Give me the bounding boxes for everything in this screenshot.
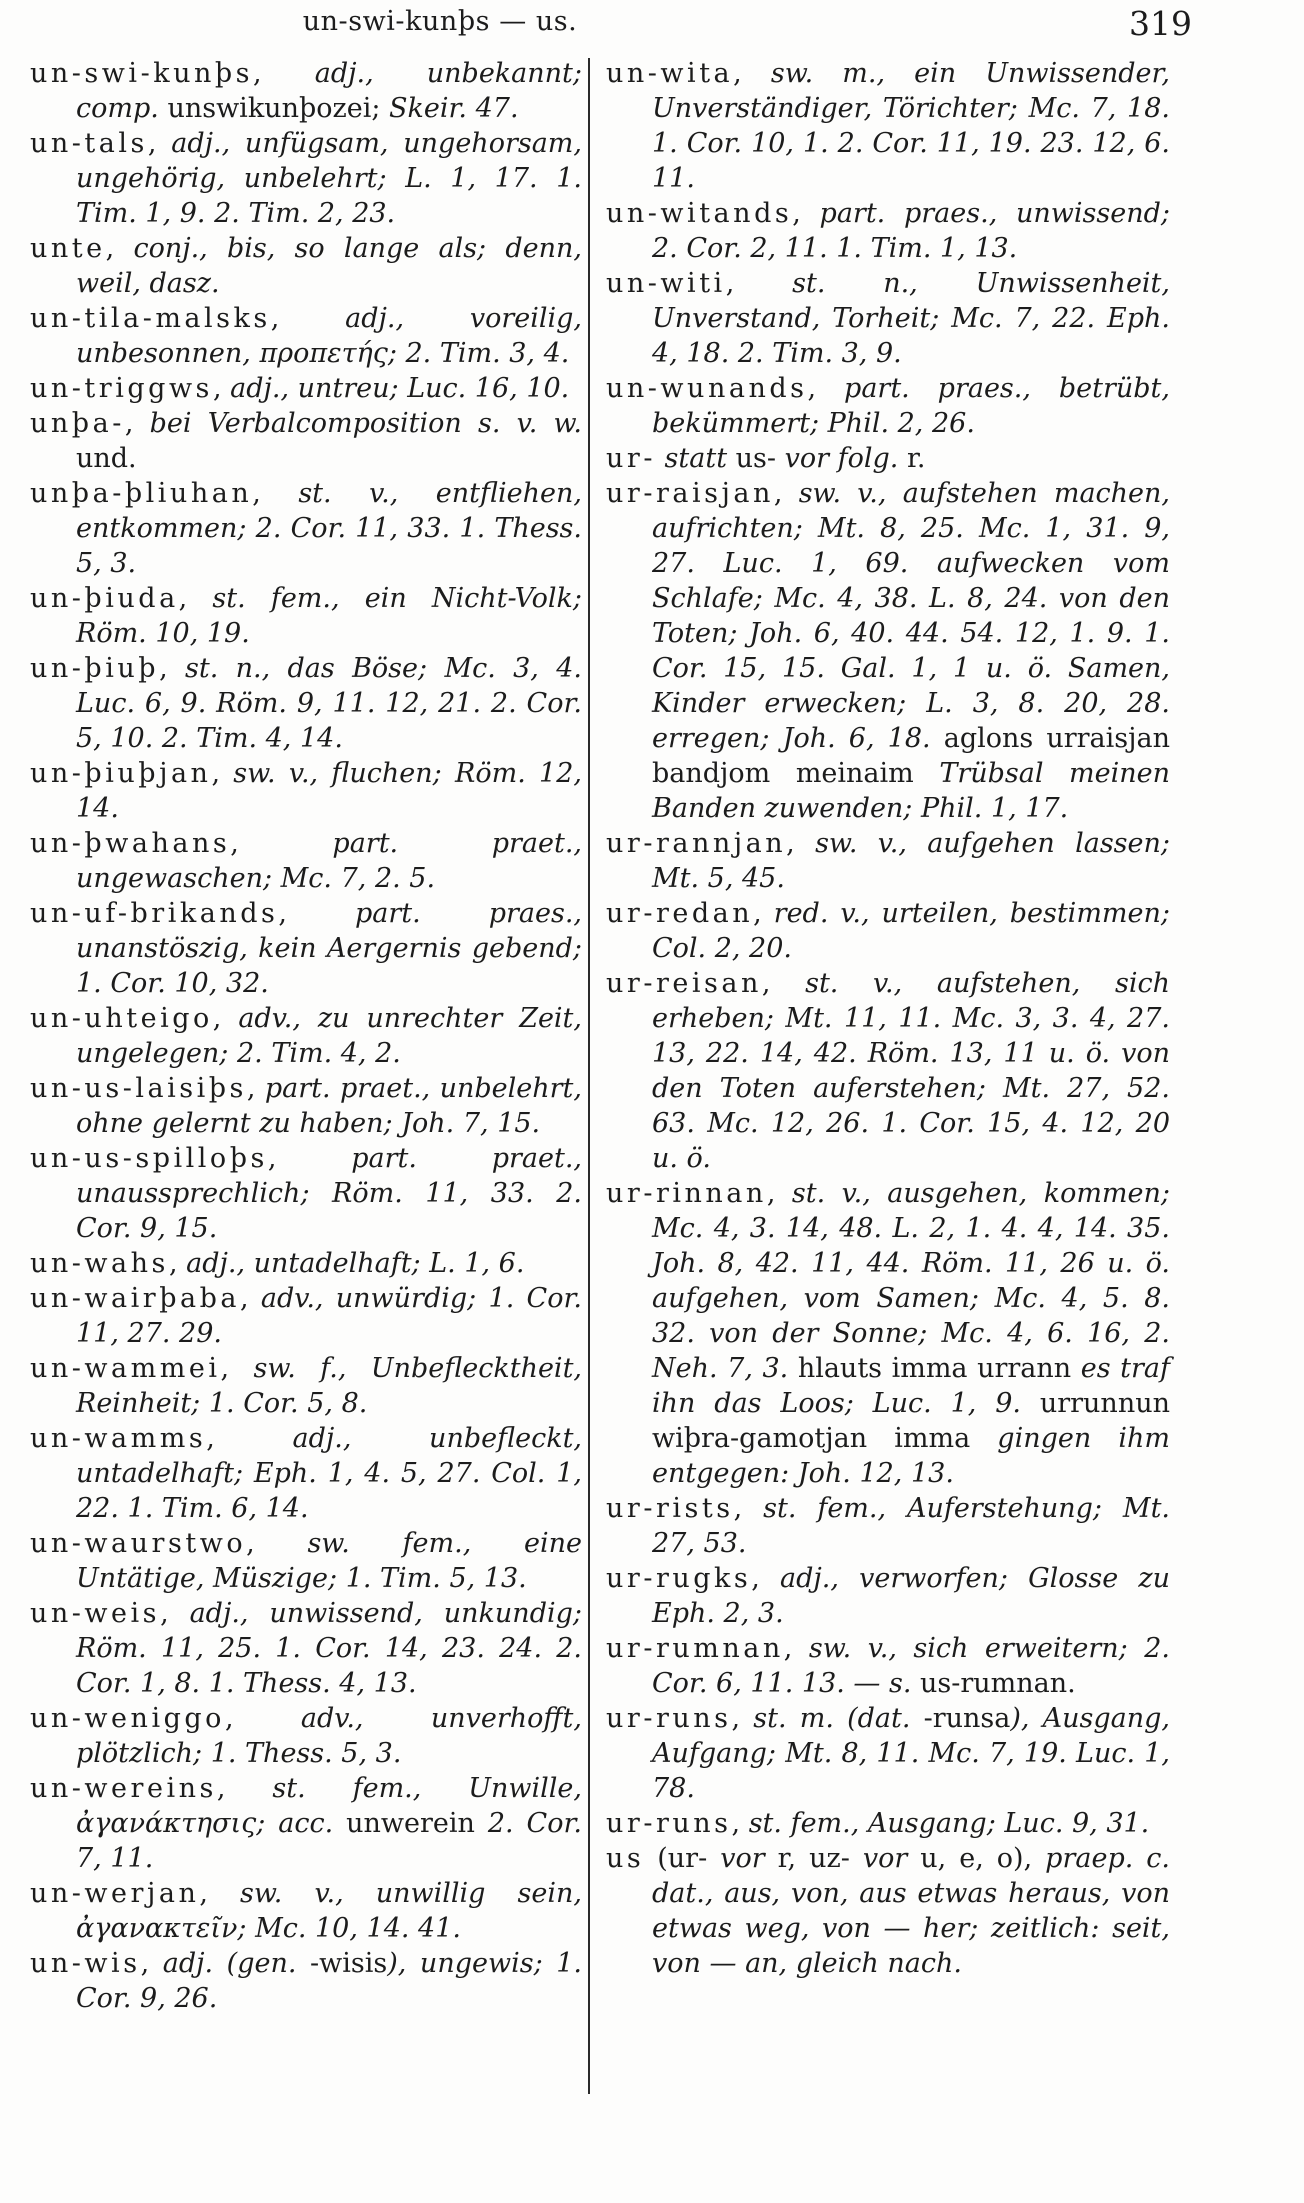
entry-headword: ur-rumnan	[606, 1633, 784, 1664]
entry-text-segment: ,	[246, 1528, 308, 1559]
dictionary-entry	[606, 1631, 1170, 1701]
entry-text-segment: ,	[159, 653, 185, 684]
entry-text-segment: adv., zu unrechter Zeit, ungelegen; 2. Tim. 4, 2.	[76, 1003, 582, 1069]
entry-text-segment: ,	[230, 828, 333, 859]
dictionary-entry	[30, 1526, 582, 1596]
entry-text-segment: -wisis	[310, 1948, 388, 1979]
dictionary-entry	[30, 1281, 582, 1351]
dictionary-entry	[30, 371, 582, 406]
entry-text-segment: ,	[124, 408, 150, 439]
entry-text-segment: st. fem., Auferstehung; Mt. 27, 53.	[652, 1493, 1170, 1559]
dictionary-entry	[30, 1771, 582, 1876]
entry-text-segment: ,	[212, 1003, 239, 1034]
entry-headword: ur-redan	[606, 898, 754, 929]
entry-headword: unþa-	[30, 408, 125, 439]
entry-text-segment: adv., unwürdig; 1. Cor. 11, 27. 29.	[76, 1283, 582, 1349]
entry-text-segment: ,	[773, 478, 799, 509]
entry-headword: un-wis	[30, 1948, 141, 1979]
entry-text-segment: statt	[664, 443, 736, 474]
entry-text-segment: adj., verworfen; Glosse zu Eph. 2, 3.	[652, 1563, 1170, 1629]
dictionary-entry	[30, 896, 582, 1001]
entry-text-segment: (ur-	[644, 1843, 721, 1874]
entry-text-segment: ,	[807, 373, 845, 404]
entry-headword: un-us-spilloþs	[30, 1143, 268, 1174]
entry-text-segment: vor	[720, 1843, 765, 1874]
dictionary-entry	[606, 966, 1170, 1176]
entry-headword: unte	[30, 233, 106, 264]
entry-headword: un-þiuþ	[30, 653, 160, 684]
dictionary-entry	[30, 406, 582, 476]
entry-headword: un-werjan	[30, 1878, 200, 1909]
entry-text-segment: praep. c. dat., aus, von, aus etwas heraus, von etwas weg, von — her; zeitlich: seit, von — an, gleich nach.	[652, 1843, 1171, 1979]
entry-text-segment: sw. m., ein Unwissender, Unverständiger, Törichter; Mc. 7, 18. 1. Cor. 10, 1. 2. Cor. 11, 19. 23. 12, 6. 11.	[652, 58, 1171, 194]
page-number: 319	[1129, 4, 1192, 43]
entry-headword: un-witands	[606, 198, 793, 229]
dictionary-entry	[606, 441, 1170, 476]
entry-text-segment: ,	[105, 233, 134, 264]
dictionary-entry	[606, 826, 1170, 896]
dictionary-entry	[30, 1876, 582, 1946]
entry-headword: un-uf-brikands	[30, 898, 279, 929]
entry-text-segment: ,	[278, 898, 355, 929]
dictionary-entry	[30, 756, 582, 826]
entry-text-segment: ,	[766, 1178, 792, 1209]
entry-text-segment: urrunnun wiþra-gamotjan imma	[652, 1388, 1170, 1454]
entry-text-segment: ,	[761, 968, 806, 999]
entry-text-segment: sw. v., aufstehen machen, aufrichten; Mt. 8, 25. Mc. 1, 31. 9, 27. Luc. 1, 69. aufwecken vom Schlafe; Mc. 4, 38. L. 8, 24. von den Toten; Joh. 6, 40. 44. 54. 12, 1. 9. 1. Cor. 15, 15. Gal. 1, 1 u. ö. Samen, Kinder erwecken; L. 3, 8. 20, 28. erregen; Joh. 6, 18.	[652, 478, 1170, 754]
entry-text-segment: ,	[211, 758, 234, 789]
entry-headword: ur-runs	[606, 1808, 732, 1839]
entry-text-segment: ,	[252, 478, 299, 509]
dictionary-entry	[30, 56, 582, 126]
entry-headword: us	[606, 1843, 645, 1874]
entry-text-segment: sw. v., sich erweitern; 2. Cor. 6, 11. 13. — s.	[652, 1633, 1170, 1699]
dictionary-entry	[606, 56, 1170, 196]
dictionary-entry	[606, 476, 1170, 826]
entry-text-segment: Trübsal meinen Banden zuwenden; Phil. 1, 17.	[652, 758, 1171, 824]
entry-headword: un-swi-kunþs	[30, 58, 254, 89]
entry-headword: un-waurstwo	[30, 1528, 247, 1559]
entry-text-segment: sw. v., fluchen; Röm. 12, 14.	[76, 758, 582, 824]
entry-text-segment: ,	[267, 1143, 352, 1174]
entry-text-segment: adj., unbefleckt, untadelhaft; Eph. 1, 4. 5, 27. Col. 1, 22. 1. Tim. 6, 14.	[76, 1423, 582, 1524]
entry-text-segment: unswikunþozei;	[167, 93, 390, 124]
entry-text-segment: part. praes., betrübt, bekümmert; Phil. 2, 26.	[652, 373, 1170, 439]
dictionary-entry	[30, 1596, 582, 1701]
entry-text-segment: προπετής	[259, 338, 388, 369]
dictionary-entry	[606, 1176, 1170, 1491]
dictionary-entry	[30, 231, 582, 301]
entry-text-segment: conj., bis, so lange als; denn, weil, dasz.	[76, 233, 582, 299]
dictionary-entry	[30, 1246, 582, 1281]
column-divider-rule	[588, 58, 590, 2094]
dictionary-entry	[606, 1841, 1170, 1981]
entry-text-segment: ; Mc. 10, 14. 41.	[237, 1913, 461, 1944]
entry-headword: un-triggws	[30, 373, 213, 404]
entry-text-segment: adj. (gen.	[162, 1948, 311, 1979]
dictionary-entry	[30, 1351, 582, 1421]
entry-text-segment: ,	[253, 58, 315, 89]
entry-headword: un-wamms	[30, 1423, 207, 1454]
entry-headword: un-wairþaba	[30, 1283, 241, 1314]
entry-text-segment: ,	[733, 58, 771, 89]
entry-headword: un-wammei	[30, 1353, 221, 1384]
entry-text-segment: ; acc.	[256, 1808, 347, 1839]
entry-text-segment: u, e, o),	[907, 1843, 1046, 1874]
entry-text-segment: ,	[147, 128, 172, 159]
entry-text-segment: st. v., entfliehen, entkommen; 2. Cor. 11, 33. 1. Thess. 5, 3.	[76, 478, 582, 579]
dictionary-entry	[606, 1701, 1170, 1806]
entry-headword: un-þiuþjan	[30, 758, 212, 789]
entry-text-segment: aglons urraisjan bandjom meinaim	[652, 723, 1170, 789]
entry-headword: un-wunands	[606, 373, 808, 404]
dictionary-entry	[606, 1806, 1170, 1841]
entry-headword: unþa-þliuhan	[30, 478, 253, 509]
entry-text-segment: adj., unbekannt; comp.	[76, 58, 582, 124]
entry-text-segment: part. praet., unaussprechlich; Röm. 11, 33. 2. Cor. 9, 15.	[76, 1143, 582, 1244]
entry-text-segment: ,	[140, 1948, 163, 1979]
entry-text-segment: ,	[792, 198, 820, 229]
entry-text-segment: bei Verbalcomposition s. v. w.	[149, 408, 582, 439]
entry-headword: un-tila-malsks	[30, 303, 271, 334]
dictionary-entry	[30, 1946, 582, 2016]
entry-text-segment: st. fem., ein Nicht-Volk; Röm. 10, 19.	[76, 583, 582, 649]
entry-headword: un-witi	[606, 268, 726, 299]
dictionary-entry	[30, 581, 582, 651]
entry-headword: un-þwahans	[30, 828, 231, 859]
dictionary-entry	[30, 1701, 582, 1771]
entry-headword: un-tals	[30, 128, 148, 159]
entry-headword: ur-	[606, 443, 656, 474]
entry-text-segment: ,	[751, 1563, 781, 1594]
dictionary-entry	[606, 1561, 1170, 1631]
entry-text-segment: adj., voreilig, unbesonnen,	[76, 303, 583, 369]
entry-text-segment: ἀγανακτεῖν	[76, 1913, 238, 1944]
entry-text-segment: ,	[733, 1493, 764, 1524]
entry-text-segment: ἀγανάκτησις	[76, 1808, 257, 1839]
dictionary-entry	[606, 896, 1170, 966]
entry-headword: ur-runs	[606, 1703, 732, 1734]
entry-text-segment: und.	[76, 443, 137, 474]
entry-text-segment: ,	[224, 1703, 301, 1734]
entry-text-segment: st. n., Unwissenheit, Unverstand, Torheit; Mc. 7, 22. Eph. 4, 18. 2. Tim. 3, 9.	[652, 268, 1170, 369]
entry-text-segment: sw. fem., eine Untätige, Müszige; 1. Tim. 5, 13.	[76, 1528, 583, 1594]
dictionary-entry	[30, 476, 582, 581]
entry-text-segment: ,	[216, 1773, 273, 1804]
entry-text-segment: sw. v., unwillig sein,	[240, 1878, 582, 1909]
entry-text-segment: ,	[731, 1808, 749, 1839]
dictionary-entry	[30, 1071, 582, 1141]
entry-headword: un-uhteigo	[30, 1003, 213, 1034]
entry-text-segment: ,	[206, 1423, 293, 1454]
entry-text-segment: ), ungewis; 1. Cor. 9, 26.	[76, 1948, 583, 2014]
entry-headword: ur-rinnan	[606, 1178, 767, 1209]
entry-text-segment: sw. v., aufgehen lassen; Mt. 5, 45.	[652, 828, 1170, 894]
entry-text-segment: part. praes., unanstöszig, kein Aergernis gebend; 1. Cor. 10, 32.	[76, 898, 583, 999]
dictionary-entry	[606, 266, 1170, 371]
entry-text-segment: ,	[753, 898, 774, 929]
entry-text-segment: Skeir. 47.	[389, 93, 519, 124]
dictionary-entry	[30, 1421, 582, 1526]
entry-headword: un-weis	[30, 1598, 161, 1629]
running-head	[0, 6, 1304, 50]
entry-headword: ur-rists	[606, 1493, 734, 1524]
entry-text-segment: unwerein	[346, 1808, 488, 1839]
entry-text-segment: us-rumnan.	[920, 1668, 1076, 1699]
dictionary-entry	[606, 1491, 1170, 1561]
entry-text-segment: ,	[270, 303, 346, 334]
entry-text-segment: ,	[178, 583, 213, 614]
entry-text-segment: gingen ihm entgegen: Joh. 12, 13.	[652, 1423, 1170, 1489]
entry-text-segment: ,	[220, 1353, 254, 1384]
entry-text-segment: hlauts imma urrann	[797, 1353, 1081, 1384]
entry-text-segment: ,	[212, 373, 231, 404]
entry-text-segment: -runsa	[923, 1703, 1011, 1734]
entry-text-segment: r, uz-	[764, 1843, 863, 1874]
dictionary-entry	[606, 371, 1170, 441]
entry-text-segment: sw. f., Unbeflecktheit, Reinheit; 1. Cor. 5, 8.	[76, 1353, 582, 1419]
dictionary-entry	[606, 196, 1170, 266]
dictionary-entry	[30, 651, 582, 756]
entry-text-segment: st. fem., Ausgang; Luc. 9, 31.	[748, 1808, 1150, 1839]
entry-text-segment	[656, 443, 665, 474]
entry-text-segment: ; 2. Tim. 3, 4.	[387, 338, 570, 369]
entry-text-segment: adj., untadelhaft; L. 1, 6.	[186, 1248, 525, 1279]
entry-text-segment: ,	[731, 1703, 754, 1734]
entry-text-segment: ,	[783, 1633, 809, 1664]
entry-headword: un-wereins	[30, 1773, 217, 1804]
entry-text-segment: ,	[786, 828, 816, 859]
entry-text-segment: ,	[725, 268, 793, 299]
entry-text-segment: part. praet., ungewaschen; Mc. 7, 2. 5.	[76, 828, 582, 894]
entry-headword: ur-raisjan	[606, 478, 774, 509]
entry-headword: ur-rannjan	[606, 828, 787, 859]
entry-text-segment: st. v., ausgehen, kommen; Mc. 4, 3. 14, 48. L. 2, 1. 4. 4, 14. 35. Joh. 8, 42. 11, 44. Röm. 11, 26 u. ö. aufgehen, vom Samen; Mc. 4, 5. 8. 32. von der Sonne; Mc. 4, 6. 16, 2. Neh. 7, 3.	[652, 1178, 1170, 1384]
entry-text-segment: ,	[240, 1283, 261, 1314]
entry-text-segment: vor folg.	[784, 443, 907, 474]
entry-text-segment: adv., unverhofft, plötzlich; 1. Thess. 5, 3.	[76, 1703, 582, 1769]
entry-headword: un-weniggo	[30, 1703, 225, 1734]
entry-text-segment: vor	[862, 1843, 908, 1874]
entry-headword: un-wahs	[30, 1248, 169, 1279]
dictionary-entry	[30, 301, 582, 371]
entry-text-segment: ), Ausgang, Aufgang; Mt. 8, 11. Mc. 7, 19. Luc. 1, 78.	[652, 1703, 1170, 1804]
entry-text-segment: part. praes., unwissend; 2. Cor. 2, 11. 1. Tim. 1, 13.	[652, 198, 1170, 264]
entry-text-segment: es traf ihn das Loos; Luc. 1, 9.	[652, 1353, 1170, 1419]
entry-text-segment: st. v., aufstehen, sich erheben; Mt. 11, 11. Mc. 3, 3. 4, 27. 13, 22. 14, 42. Röm. 13, 11 u. ö. von den Toten auferstehen; Mt. 27, 52. 63. Mc. 12, 26. 1. Cor. 15, 4. 12, 20 u. ö.	[652, 968, 1170, 1174]
left-column	[30, 56, 582, 2016]
entry-headword: ur-rugks	[606, 1563, 752, 1594]
entry-headword: ur-reisan	[606, 968, 762, 999]
entry-text-segment: 2. Cor. 7, 11.	[76, 1808, 582, 1874]
entry-headword: un-us-laisiþs	[30, 1073, 247, 1104]
entry-text-segment: adj., unfügsam, ungehorsam, ungehörig, unbelehrt; L. 1, 17. 1. Tim. 1, 9. 2. Tim. 2, 23.	[76, 128, 582, 229]
running-title: un-swi-kunþs — us.	[302, 6, 578, 37]
entry-text-segment: r.	[906, 443, 926, 474]
entry-text-segment: part. praet., unbelehrt, ohne gelernt zu haben; Joh. 7, 15.	[76, 1073, 582, 1139]
entry-text-segment: st. n., das Böse; Mc. 3, 4. Luc. 6, 9. Röm. 9, 11. 12, 21. 2. Cor. 5, 10. 2. Tim. 4, 14.	[76, 653, 582, 754]
entry-text-segment: us-	[735, 443, 785, 474]
entry-text-segment: adj., unwissend, unkundig; Röm. 11, 25. 1. Cor. 14, 23. 24. 2. Cor. 1, 8. 1. Thess. 4, 13.	[76, 1598, 582, 1699]
entry-text-segment: red. v., urteilen, bestimmen; Col. 2, 20.	[652, 898, 1170, 964]
entry-headword: un-þiuda	[30, 583, 179, 614]
entry-text-segment: ,	[168, 1248, 187, 1279]
dictionary-entry	[30, 1001, 582, 1071]
entry-text-segment: adj., untreu; Luc. 16, 10.	[230, 373, 570, 404]
entry-text-segment: ,	[199, 1878, 241, 1909]
entry-text-segment: ,	[160, 1598, 190, 1629]
entry-text-segment: st. m. (dat.	[753, 1703, 924, 1734]
right-column	[606, 56, 1170, 1981]
dictionary-entry	[30, 126, 582, 231]
entry-text-segment: ,	[246, 1073, 265, 1104]
entry-text-segment: st. fem., Unwille,	[272, 1773, 582, 1804]
entry-headword: un-wita	[606, 58, 734, 89]
dictionary-entry	[30, 1141, 582, 1246]
dictionary-entry	[30, 826, 582, 896]
